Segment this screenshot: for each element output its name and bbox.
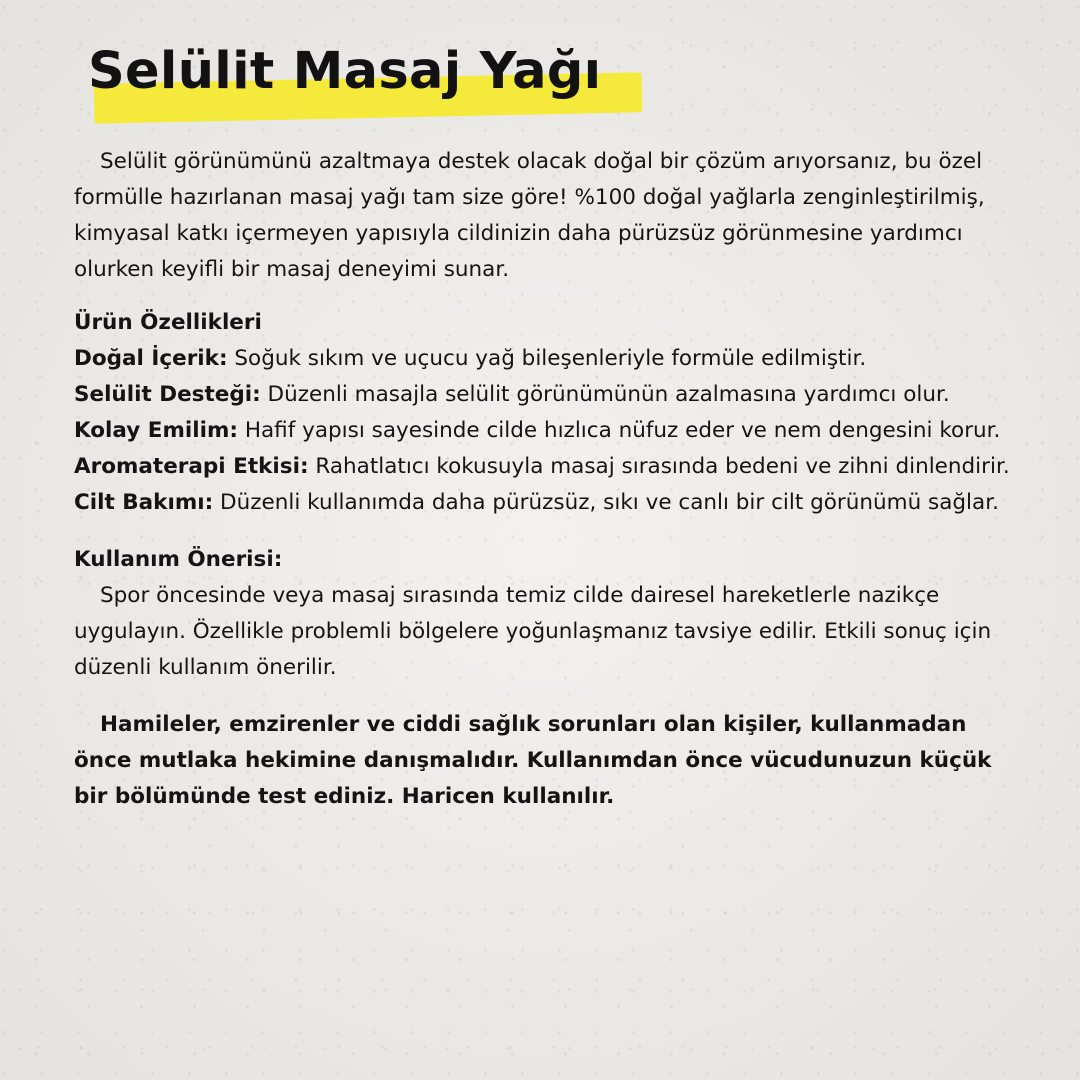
usage-heading: Kullanım Önerisi:: [74, 547, 283, 572]
feature-label: Kolay Emilim:: [74, 418, 238, 443]
usage-paragraph: Spor öncesinde veya masaj sırasında temiz cilde dairesel hareketlerle nazikçe uygulayın. Özellikle problemli bölgelere yoğunlaşmanız tavsiye edilir. Etkili sonuç için düzenli kullanım önerilir.: [74, 583, 992, 680]
title-block: [88, 32, 601, 132]
feature-item: [74, 449, 1014, 485]
feature-item: [74, 341, 1014, 377]
feature-text: Rahatlatıcı kokusuyla masaj sırasında bedeni ve zihni dinlendirir.: [308, 454, 1010, 479]
page-title: Selülit Masaj Yağı: [88, 42, 602, 101]
feature-text: Soğuk sıkım ve uçucu yağ bileşenleriyle formüle edilmiştir.: [227, 346, 867, 371]
feature-item: [74, 413, 1014, 449]
feature-text: Düzenli kullanımda daha pürüzsüz, sıkı ve canlı bir cilt görünümü sağlar.: [213, 490, 999, 515]
feature-text: Hafif yapısı sayesinde cilde hızlıca nüfuz eder ve nem dengesini korur.: [237, 418, 1001, 443]
feature-label: Cilt Bakımı:: [74, 490, 214, 515]
feature-label: Doğal İçerik:: [74, 346, 228, 371]
feature-label: Selülit Desteği:: [74, 382, 261, 407]
features-heading: Ürün Özellikleri: [74, 310, 262, 335]
content-body: [74, 144, 1014, 815]
feature-label: Aromaterapi Etkisi:: [74, 454, 309, 479]
feature-item: [74, 377, 1014, 413]
intro-paragraph: Selülit görünümünü azaltmaya destek olacak doğal bir çözüm arıyorsanız, bu özel formülle hazırlanan masaj yağı tam size göre! %100 doğal yağlarla zenginleştirilmiş, kimyasal katkı içermeyen yapısıyla cildinizin daha pürüzsüz görünmesine yardımcı olurken keyifli bir masaj deneyimi sunar.: [74, 149, 985, 282]
feature-text: Düzenli masajla selülit görünümünün azalmasına yardımcı olur.: [260, 382, 950, 407]
warning-paragraph: Hamileler, emzirenler ve ciddi sağlık sorunları olan kişiler, kullanmadan önce mutlaka hekimine danışmalıdır. Kullanımdan önce vücudunuzun küçük bir bölümünde test ediniz. Haricen kullanılır.: [74, 712, 992, 809]
feature-item: [74, 485, 1014, 521]
